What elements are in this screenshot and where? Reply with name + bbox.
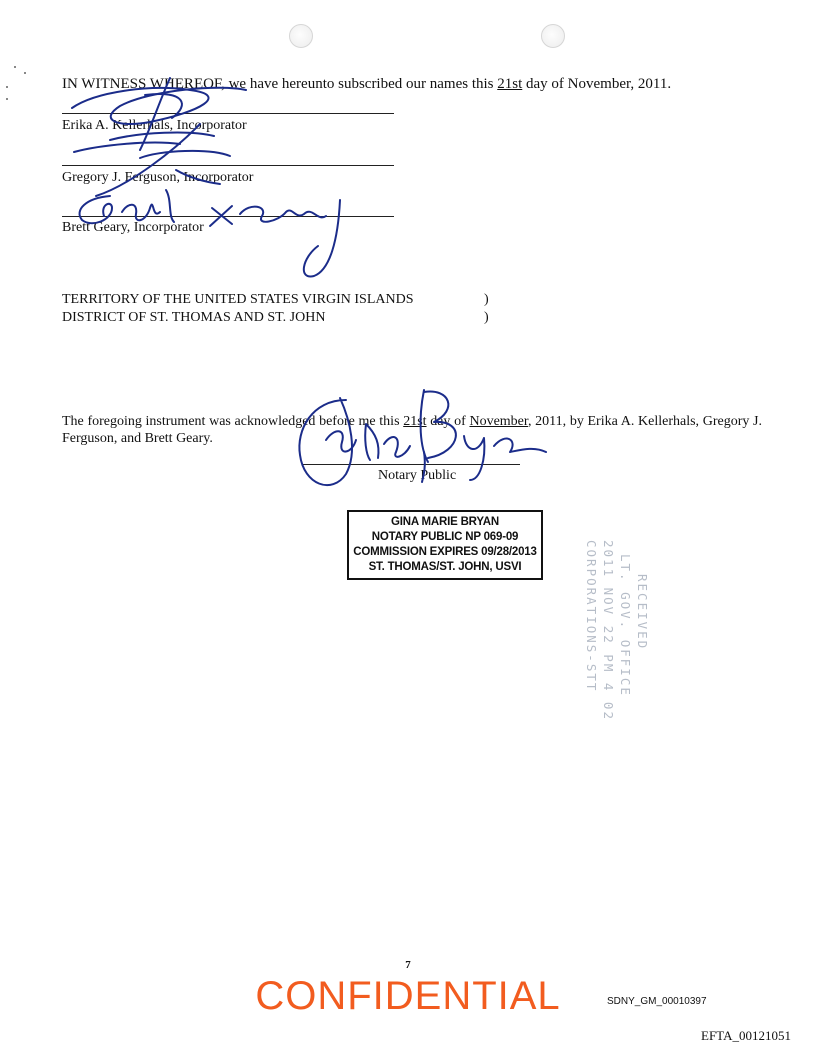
seal-line-3: COMMISSION EXPIRES 09/28/2013 bbox=[353, 546, 537, 558]
received-stamp bbox=[570, 540, 660, 721]
jurisdiction-district: DISTRICT OF ST. THOMAS AND ST. JOHN bbox=[62, 310, 326, 325]
stamp-line-4: CORPORATIONS-STT bbox=[584, 540, 599, 693]
ack-day: 21st bbox=[403, 414, 427, 429]
notary-seal-stamp bbox=[347, 510, 543, 580]
efta-number: EFTA_00121051 bbox=[701, 1028, 791, 1043]
page-number: 7 bbox=[405, 959, 411, 971]
jurisdiction-paren-2: ) bbox=[484, 310, 489, 325]
ack-part-2: day of bbox=[426, 414, 470, 429]
notary-public-label: Notary Public bbox=[378, 468, 457, 483]
ack-month: November bbox=[469, 414, 528, 429]
jurisdiction-paren-1: ) bbox=[484, 292, 489, 307]
confidential-watermark: CONFIDENTIAL bbox=[255, 974, 561, 1018]
witness-day: 21st bbox=[497, 76, 523, 92]
stamp-line-3: 2011 NOV 22 PM 4 02 bbox=[601, 540, 616, 721]
seal-line-1: GINA MARIE BRYAN bbox=[391, 516, 499, 528]
seal-line-4: ST. THOMAS/ST. JOHN, USVI bbox=[368, 561, 522, 573]
signatory-label-2: Gregory J. Ferguson, Incorporator bbox=[62, 170, 254, 185]
seal-line-2: NOTARY PUBLIC NP 069-09 bbox=[371, 531, 519, 543]
ack-part-3: , 2011, by Erika A. Kellerhals, Gregory J. Ferguson, and Brett Geary. bbox=[62, 414, 762, 446]
jurisdiction-territory: TERRITORY OF THE UNITED STATES VIRGIN ISLANDS bbox=[62, 292, 414, 307]
ack-part-1: The foregoing instrument was acknowledged before me this bbox=[62, 414, 404, 429]
bates-number: SDNY_GM_00010397 bbox=[607, 996, 707, 1007]
stamp-line-1: RECEIVED bbox=[635, 574, 650, 651]
stamp-line-2: LT. GOV. OFFICE bbox=[618, 554, 633, 697]
witness-prefix: IN WITNESS WHEREOF, we have hereunto subscribed our names this bbox=[62, 76, 498, 92]
signatory-label-1: Erika A. Kellerhals, Incorporator bbox=[62, 118, 247, 133]
signatory-label-3: Brett Geary, Incorporator bbox=[62, 220, 204, 235]
witness-suffix: day of November, 2011. bbox=[522, 76, 672, 92]
